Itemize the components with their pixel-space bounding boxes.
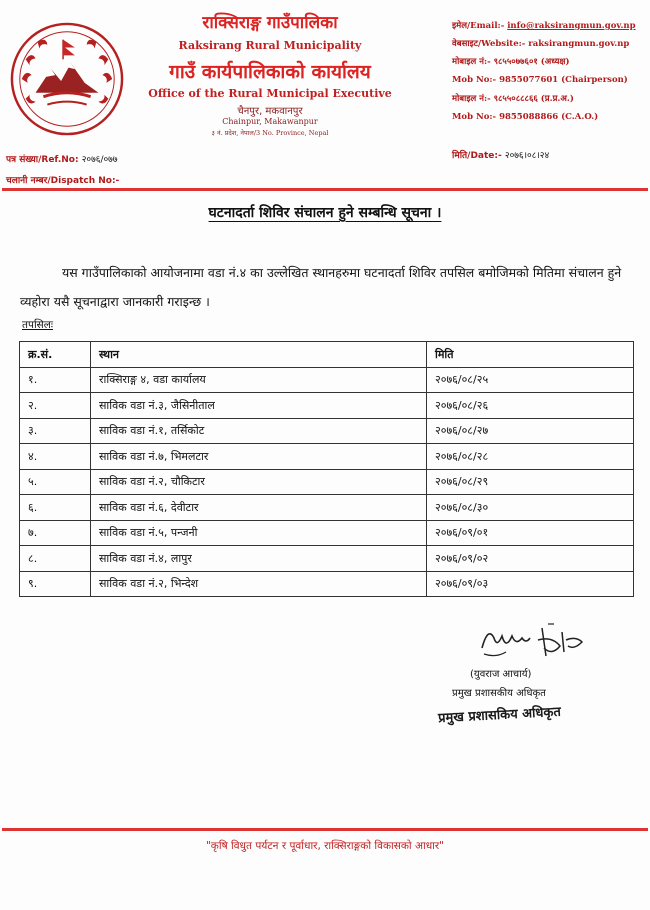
- place-cell: साविक वडा नं.१, तर्सिकोट: [91, 418, 427, 444]
- date-cell: २०७६/०८/२६: [427, 393, 634, 419]
- municipality-emblem: [8, 20, 126, 138]
- serial-cell: ७.: [20, 520, 91, 546]
- date-cell: २०७६/०८/२८: [427, 444, 634, 470]
- mobile-label: Mob No:-: [452, 75, 497, 85]
- dispatch-label: चलानी नम्बर/Dispatch No:-: [6, 176, 120, 186]
- ref-number: [6, 152, 118, 165]
- table-row: [20, 469, 634, 495]
- signatory-title: प्रमुख प्रशासकीय अधिकृत: [452, 688, 546, 699]
- col-date-header: मिति: [427, 342, 634, 368]
- footer-divider: [2, 828, 648, 831]
- handwritten-signature: [476, 618, 596, 666]
- website-label: वेबसाइट/Website:-: [452, 39, 526, 49]
- table-row: [20, 546, 634, 572]
- col-place-header: स्थान: [91, 342, 427, 368]
- table-row: [20, 520, 634, 546]
- dispatch-number: [6, 173, 119, 186]
- mobile-chair-en: [452, 75, 628, 85]
- serial-cell: २.: [20, 393, 91, 419]
- serial-cell: ५.: [20, 469, 91, 495]
- place-cell: साविक वडा नं.७, भिमलटार: [91, 444, 427, 470]
- date-cell: २०७६/०९/०१: [427, 520, 634, 546]
- ref-label: पत्र संख्या/Ref.No:: [6, 155, 79, 165]
- date-cell: २०७६/०९/०२: [427, 546, 634, 572]
- details-label: तपसिलः: [22, 319, 54, 331]
- mobile-label: Mob No:-: [452, 112, 497, 122]
- date-cell: २०७६/०८/२९: [427, 469, 634, 495]
- header-divider: [2, 188, 648, 191]
- municipality-name-en: Raksirang Rural Municipality: [178, 39, 362, 52]
- place-cell: साविक वडा नं.३, जैसिनीताल: [91, 393, 427, 419]
- notice-subject: [0, 203, 650, 222]
- mobile-label: मोबाइल नं:-: [452, 94, 491, 104]
- table-row: [20, 444, 634, 470]
- mobile-value: ९८५५०७७६०१ (अध्यक्ष): [493, 57, 570, 67]
- website-link[interactable]: raksirangmun.gov.np: [528, 39, 630, 49]
- mobile-cao-np: [452, 93, 574, 104]
- footer-slogan: "कृषि विधुत पर्यटन र पूर्वाधार, राक्सिराङ्गको विकासको आधार": [205, 840, 445, 852]
- serial-cell: ८.: [20, 546, 91, 572]
- serial-cell: ९.: [20, 571, 91, 597]
- table-header-row: [20, 342, 634, 368]
- place-cell: साविक वडा नं.६, देवीटार: [91, 495, 427, 521]
- serial-cell: ६.: [20, 495, 91, 521]
- mobile-value: ९८५५०८८८६६ (प्र.प्र.अ.): [493, 94, 574, 104]
- date-cell: २०७६/०९/०३: [427, 571, 634, 597]
- date-cell: २०७६/०८/२५: [427, 367, 634, 393]
- municipality-name-np: राक्सिराङ्ग गाउँपालिका: [202, 13, 338, 33]
- subject-text: घटनादर्ता शिविर संचालन हुने सम्बन्धि सूचना ।: [208, 205, 442, 221]
- signatory-name: (युवराज आचार्य): [470, 669, 532, 680]
- table-row: [20, 367, 634, 393]
- place-cell: साविक वडा नं.२, चौकिटार: [91, 469, 427, 495]
- camp-schedule-table: [19, 341, 634, 597]
- mobile-label: मोबाइल नं:-: [452, 57, 491, 67]
- table-row: [20, 418, 634, 444]
- serial-cell: ३.: [20, 418, 91, 444]
- table-row: [20, 393, 634, 419]
- mobile-value: 9855088866 (C.A.O.): [499, 112, 599, 122]
- official-stamp: प्रमुख प्रशासकिय अधिकृत: [437, 704, 562, 727]
- email-label: इमेल/Email:-: [452, 21, 505, 31]
- place-cell: राक्सिराङ्ग ४, वडा कार्यालय: [91, 367, 427, 393]
- date-cell: २०७६/०८/२७: [427, 418, 634, 444]
- date-cell: २०७६/०८/३०: [427, 495, 634, 521]
- location-np: चैनपुर, मकवानपुर: [237, 106, 303, 117]
- table-row: [20, 571, 634, 597]
- serial-cell: १.: [20, 367, 91, 393]
- office-name-en: Office of the Rural Municipal Executive: [148, 87, 392, 100]
- mobile-chair-np: [452, 56, 570, 67]
- email-link[interactable]: info@raksirangmun.gov.np: [507, 21, 636, 31]
- table-row: [20, 495, 634, 521]
- place-cell: साविक वडा नं.४, लापुर: [91, 546, 427, 572]
- mobile-cao-en: [452, 112, 598, 122]
- location-en: Chainpur, Makawanpur: [222, 117, 318, 126]
- office-name-np: गाउँ कार्यपालिकाको कार्यालय: [169, 61, 371, 83]
- date-label: मिति/Date:-: [452, 151, 502, 161]
- province: ३ नं. प्रदेश, नेपाल/3 No. Province, Nepal: [211, 129, 329, 137]
- place-cell: साविक वडा नं.२, भिन्देश: [91, 571, 427, 597]
- mobile-value: 9855077601 (Chairperson): [499, 75, 628, 85]
- serial-cell: ४.: [20, 444, 91, 470]
- notice-body: यस गाउँपालिकाको आयोजनामा वडा नं.४ का उल्लेखित स्थानहरुमा घटनादर्ता शिविर तपसिल बमोजिमको मितिमा संचालन हुने व्यहोरा यसै सूचनाद्वारा जानकारी गराइन्छ ।: [20, 265, 622, 309]
- date-value: २०७६।०८।२४: [504, 151, 550, 161]
- email-line: [452, 20, 636, 31]
- place-cell: साविक वडा नं.५, पन्जनी: [91, 520, 427, 546]
- website-line: [452, 38, 629, 49]
- letter-date: [452, 148, 549, 161]
- col-serial-header: क्र.सं.: [20, 342, 91, 368]
- ref-value: २०७६/०७७: [81, 155, 118, 165]
